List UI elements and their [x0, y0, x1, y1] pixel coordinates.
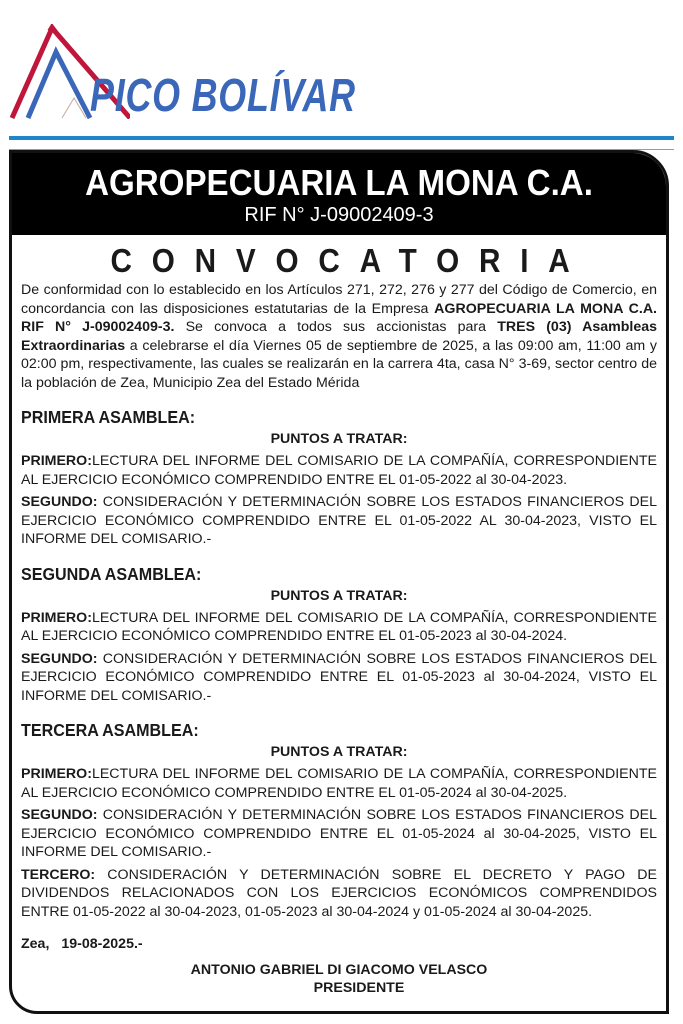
- item-text: CONSIDERACIÓN Y DETERMINACIÓN SOBRE EL DECRETO Y PAGO DE DIVIDENDOS RELACIONADOS CON LOS EJERCICIOS ECONÓMICOS COMPRENDIDOS ENTRE 01-05-2022 al 30-04-2023, 01-05-2023 al 30-04-2024 y 01-05-2024 al 30-04-2025.: [21, 866, 657, 920]
- agenda-item: [21, 609, 657, 646]
- company-rif: RIF N° J-09002409-3: [244, 204, 434, 226]
- notice-title: CONVOCATORIA: [110, 242, 590, 279]
- section-primera-asamblea: [21, 406, 657, 549]
- item-text: LECTURA DEL INFORME DEL COMISARIO DE LA COMPAÑÍA, CORRESPONDIENTE AL EJERCICIO ECONÓMICO COMPRENDIDO ENTRE EL 01-05-2023 al 30-04-2024.: [21, 609, 657, 644]
- section-title: SEGUNDA ASAMBLEA:: [21, 563, 202, 584]
- section-title: PRIMERA ASAMBLEA:: [21, 407, 196, 427]
- intro-text: a celebrarse el día Viernes 05 de septiembre de 2025, a las 09:00 am, 11:00 am y 02:00 pm, respectivamente, las cuales se realizarán en la carrera 4ta, casa N° 3-69, sector centro de la población de Zea, Municipio Zea del Estado Mérida: [21, 337, 657, 391]
- signatory-name: ANTONIO GABRIEL DI GIACOMO VELASCO: [190, 962, 488, 978]
- item-text: CONSIDERACIÓN Y DETERMINACIÓN SOBRE LOS ESTADOS FINANCIEROS DEL EJERCICIO ECONÓMICO COMPRENDIDO ENTRE EL 01-05-2023 al 30-04-2024, VISTO EL INFORME DEL COMISARIO.-: [21, 650, 657, 704]
- item-text: CONSIDERACIÓN Y DETERMINACIÓN SOBRE LOS ESTADOS FINANCIEROS DEL EJERCICIO ECONÓMICO COMPRENDIDO ENTRE EL 01-05-2024 al 30-04-2025, VISTO EL INFORME DEL COMISARIO.-: [21, 807, 657, 860]
- notice-frame: [9, 150, 669, 1014]
- item-label: SEGUNDO:: [21, 650, 98, 667]
- item-label: PRIMERO:: [21, 453, 92, 469]
- blue-divider: [9, 136, 674, 140]
- item-label: TERCERO:: [21, 866, 96, 883]
- place-date: [21, 935, 657, 953]
- date: 19-08-2025.-: [61, 936, 143, 952]
- intro-paragraph: [21, 281, 657, 392]
- item-label: PRIMERO:: [21, 609, 92, 626]
- item-text: CONSIDERACIÓN Y DETERMINACIÓN SOBRE LOS ESTADOS FINANCIEROS DEL EJERCICIO ECONÓMICO COMPRENDIDO ENTRE EL 01-05-2022 AL 30-04-2023, VISTO EL INFORME DEL COMISARIO.-: [21, 494, 657, 547]
- agenda-item: [21, 452, 657, 489]
- intro-text: Se convoca a todos sus accionistas para: [174, 319, 498, 335]
- signatory-role: PRESIDENTE: [313, 980, 405, 996]
- agenda-item: [21, 866, 657, 922]
- intro-assemblies: TRES (03) Asambleas Extraordinarias: [21, 319, 657, 354]
- agenda-item: [21, 650, 657, 706]
- item-label: SEGUNDO:: [21, 494, 98, 510]
- section-title: TERCERA ASAMBLEA:: [21, 720, 199, 740]
- pico-bolivar-logo: [10, 24, 356, 124]
- notice-content: [12, 243, 666, 997]
- intro-text: De conformidad con lo establecido en los Artículos 271, 272, 276 y 277 del Código de Comercio, en concordancia con las disposiciones estatutarias de la Empresa: [21, 282, 657, 317]
- place: Zea,: [21, 936, 50, 952]
- item-text: LECTURA DEL INFORME DEL COMISARIO DE LA COMPAÑÍA, CORRESPONDIENTE AL EJERCICIO ECONÓMICO COMPRENDIDO ENTRE EL 01-05-2022 al 30-04-2023.: [21, 453, 657, 488]
- agenda-item: [21, 806, 657, 862]
- header-band: [12, 153, 666, 235]
- section-segunda-asamblea: [21, 563, 657, 706]
- company-name: AGROPECUARIA LA MONA C.A.: [85, 162, 593, 203]
- agenda-item: [21, 765, 657, 802]
- agenda-item: [21, 493, 657, 549]
- item-label: SEGUNDO:: [21, 807, 98, 823]
- section-tercera-asamblea: [21, 719, 657, 921]
- points-label: PUNTOS A TRATAR:: [270, 431, 408, 447]
- intro-company: AGROPECUARIA LA MONA C.A. RIF N° J-09002409-3.: [21, 300, 658, 335]
- points-label: PUNTOS A TRATAR:: [270, 587, 408, 604]
- item-label: PRIMERO:: [21, 766, 92, 782]
- points-label: PUNTOS A TRATAR:: [270, 744, 408, 760]
- logo-text: PICO BOLÍVAR: [90, 69, 356, 121]
- item-text: LECTURA DEL INFORME DEL COMISARIO DE LA COMPAÑÍA, CORRESPONDIENTE AL EJERCICIO ECONÓMICO COMPRENDIDO ENTRE EL 01-05-2024 al 30-04-2025.: [21, 766, 657, 801]
